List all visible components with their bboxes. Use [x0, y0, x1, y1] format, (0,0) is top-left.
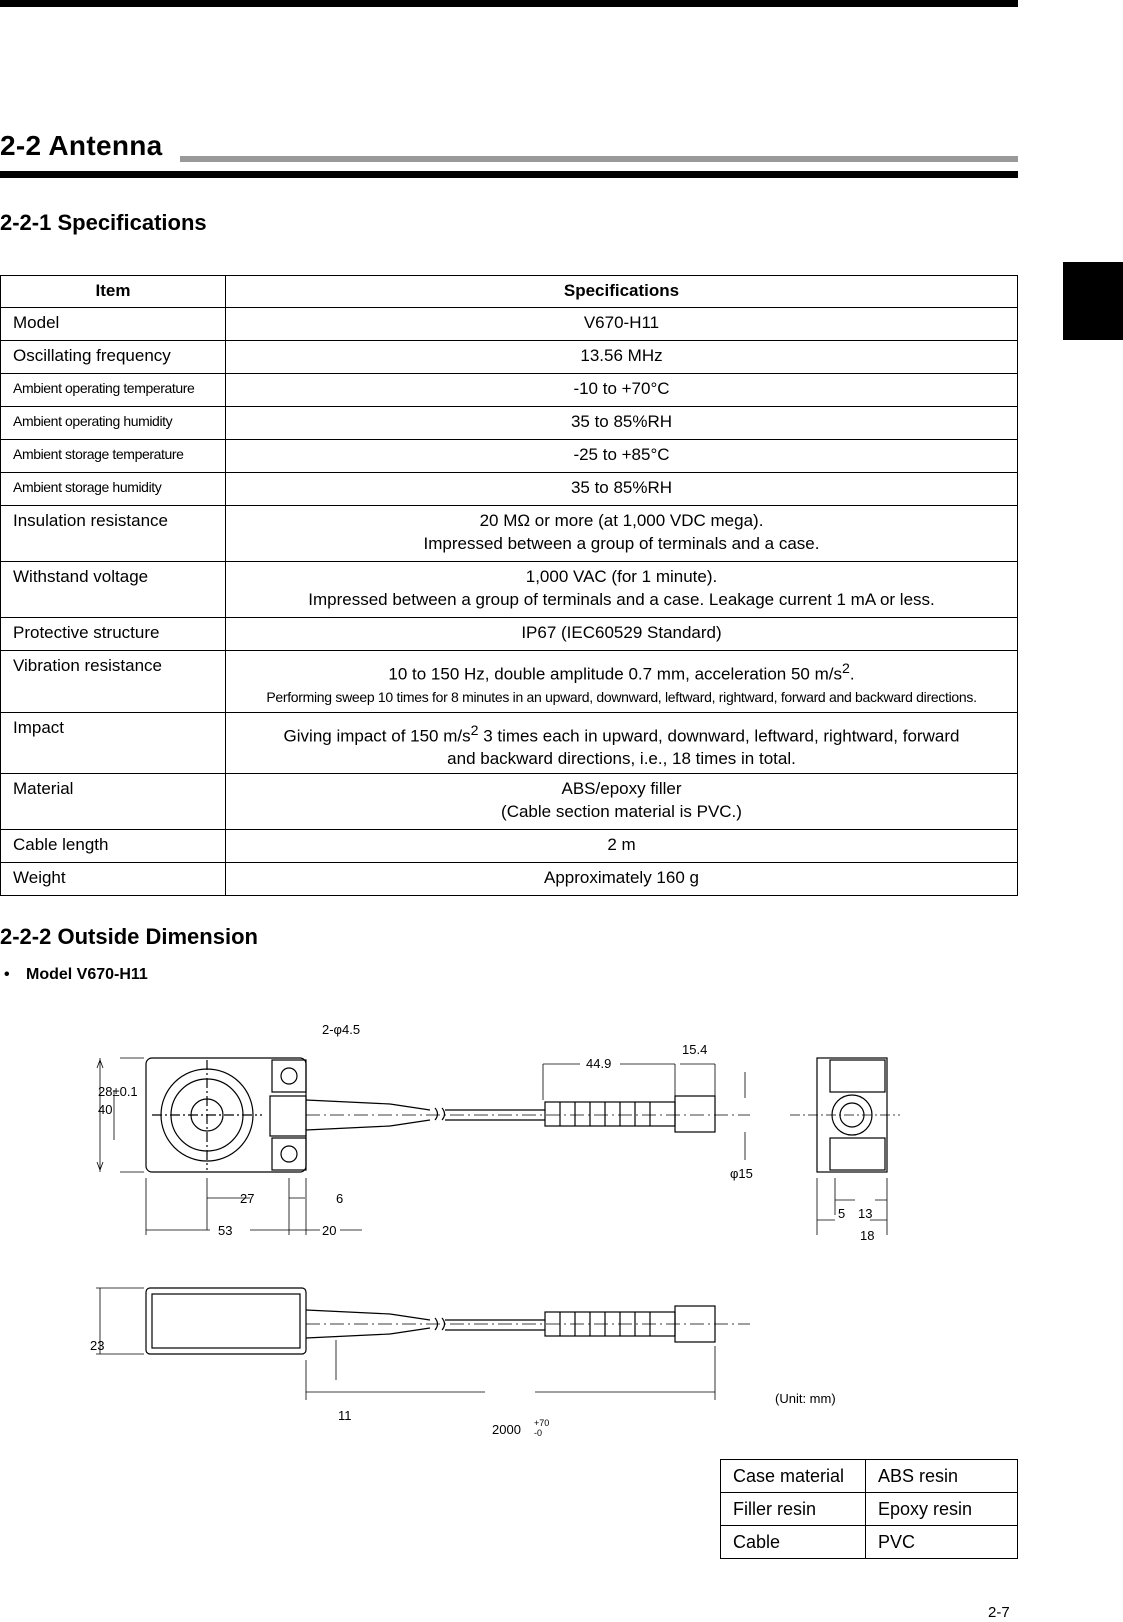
spec-superscript: 2 — [470, 722, 479, 739]
row-item: Impact — [1, 712, 226, 774]
label-d5: 5 — [838, 1206, 846, 1221]
spec-line: and backward directions, i.e., 18 times in total. — [447, 749, 796, 769]
dimension-lines — [96, 1058, 887, 1400]
antenna-body-side — [146, 1288, 306, 1354]
table-row — [1, 341, 1018, 374]
label-d44-9: 44.9 — [586, 1056, 612, 1071]
chapter-tab — [1063, 262, 1123, 340]
spec-text: 10 to 150 Hz, double amplitude 0.7 mm, acceleration 50 m/s — [388, 664, 842, 684]
table-row — [1, 712, 1018, 774]
material-part: Cable — [721, 1526, 866, 1559]
dim-end — [817, 1178, 887, 1235]
connector-ribs-top — [545, 1102, 675, 1126]
end-tab-top — [830, 1060, 885, 1092]
row-item: Oscillating frequency — [1, 341, 226, 374]
bullet-dot: • — [4, 966, 10, 983]
spec-line: ABS/epoxy filler — [561, 779, 682, 799]
spec-text: Giving impact of 150 m/s — [283, 726, 471, 746]
top-rule — [0, 0, 1018, 7]
spec-text: . — [849, 664, 855, 684]
table-row — [1, 506, 1018, 562]
label-d23: 23 — [90, 1338, 105, 1353]
row-spec: 2 m — [226, 830, 1018, 863]
label-d27: 27 — [240, 1191, 255, 1206]
dimension-heading: 2-2-2 Outside Dimension — [0, 924, 258, 949]
table-row — [721, 1460, 1018, 1493]
mount-hole-bottom — [281, 1146, 297, 1162]
spec-line: 20 MΩ or more (at 1,000 VDC mega). — [479, 511, 764, 530]
spec-table — [0, 275, 1018, 896]
table-row — [1, 618, 1018, 651]
label-tol-minus: -0 — [534, 1428, 543, 1438]
dimension-drawing — [90, 1020, 950, 1450]
table-row — [721, 1493, 1018, 1526]
header-item: Item — [1, 276, 226, 308]
label-d28: 28±0.1 — [98, 1084, 138, 1099]
row-spec: -25 to +85°C — [226, 440, 1018, 473]
row-spec: 13.56 MHz — [226, 341, 1018, 374]
spec-line: 1,000 VAC (for 1 minute). — [525, 567, 718, 586]
row-item: Ambient storage humidity — [1, 473, 226, 506]
side-inner — [152, 1294, 300, 1348]
row-spec: 35 to 85%RH — [226, 407, 1018, 440]
label-d2000: 2000 — [492, 1422, 521, 1437]
dim-44-15 — [543, 1064, 715, 1100]
table-row — [1, 407, 1018, 440]
row-spec — [226, 651, 1018, 713]
row-item: Insulation resistance — [1, 506, 226, 562]
rib-lines-top — [560, 1102, 650, 1126]
header-spec: Specifications — [226, 276, 1018, 308]
spec-line: Impressed between a group of terminals and a case. — [423, 534, 820, 553]
table-row — [1, 440, 1018, 473]
label-d13: 13 — [858, 1206, 873, 1221]
end-view — [790, 1058, 900, 1172]
material-value: Epoxy resin — [866, 1493, 1018, 1526]
row-spec: 35 to 85%RH — [226, 473, 1018, 506]
section-rule-black — [0, 171, 1018, 178]
row-spec — [226, 774, 1018, 830]
label-d11: 11 — [338, 1408, 352, 1423]
label-d53: 53 — [218, 1223, 233, 1238]
row-item: Withstand voltage — [1, 562, 226, 618]
row-spec — [226, 712, 1018, 774]
row-item: Ambient storage temperature — [1, 440, 226, 473]
row-spec: IP67 (IEC60529 Standard) — [226, 618, 1018, 651]
spec-line: (Cable section material is PVC.) — [501, 802, 742, 822]
row-item: Protective structure — [1, 618, 226, 651]
label-d6: 6 — [336, 1191, 344, 1206]
label-d18: 18 — [860, 1228, 875, 1243]
spec-line — [226, 654, 1017, 686]
row-item: Cable length — [1, 830, 226, 863]
mount-tab-bottom — [272, 1138, 306, 1170]
row-item: Vibration resistance — [1, 651, 226, 713]
model-label: Model V670-H11 — [26, 966, 148, 983]
cable-break-top — [435, 1108, 445, 1120]
row-item: Material — [1, 774, 226, 830]
mount-hole-top — [281, 1068, 297, 1084]
row-spec — [226, 562, 1018, 618]
table-row — [1, 374, 1018, 407]
connector-head-top — [675, 1096, 715, 1132]
material-value: ABS resin — [866, 1460, 1018, 1493]
model-bullet — [0, 966, 148, 984]
label-phi15: φ15 — [730, 1166, 753, 1181]
materials-table — [720, 1459, 1018, 1559]
material-value: PVC — [866, 1526, 1018, 1559]
row-item: Model — [1, 308, 226, 341]
material-part: Filler resin — [721, 1493, 866, 1526]
table-row — [1, 562, 1018, 618]
end-tab-bottom — [830, 1138, 885, 1170]
mount-tab-top — [272, 1060, 306, 1092]
row-spec: V670-H11 — [226, 308, 1018, 341]
table-row — [1, 651, 1018, 713]
spec-line: Performing sweep 10 times for 8 minutes in an upward, downward, leftward, rightward, forward and backward directions. — [266, 688, 977, 705]
spec-superscript: 2 — [841, 661, 850, 677]
label-d20: 20 — [322, 1223, 337, 1238]
row-spec: -10 to +70°C — [226, 374, 1018, 407]
spec-text: 3 times each in upward, downward, leftward, rightward, forward — [478, 726, 960, 746]
table-row — [1, 473, 1018, 506]
spec-line — [226, 716, 1017, 748]
label-tol-plus: +70 — [534, 1418, 550, 1428]
side-view — [146, 1288, 750, 1354]
top-view — [146, 1058, 750, 1172]
row-item: Weight — [1, 863, 226, 896]
cable-exit — [270, 1096, 306, 1136]
label-unit: (Unit: mm) — [775, 1391, 836, 1406]
section-rule-gray — [180, 156, 1018, 162]
table-row — [1, 830, 1018, 863]
spec-heading: 2-2-1 Specifications — [0, 210, 207, 235]
section-title: 2-2 Antenna — [0, 130, 163, 161]
material-part: Case material — [721, 1460, 866, 1493]
row-spec — [226, 506, 1018, 562]
label-d40: 40 — [98, 1102, 113, 1117]
cable-side-mid — [445, 1320, 545, 1330]
row-spec: Approximately 160 g — [226, 863, 1018, 896]
row-item: Ambient operating humidity — [1, 407, 226, 440]
label-d15-4: 15.4 — [682, 1042, 708, 1057]
table-row — [721, 1526, 1018, 1559]
dim-11-2000 — [306, 1340, 715, 1400]
label-holes: 2-φ4.5 — [322, 1022, 361, 1037]
table-row — [1, 774, 1018, 830]
table-row — [1, 863, 1018, 896]
table-row — [1, 308, 1018, 341]
row-item: Ambient operating temperature — [1, 374, 226, 407]
page-number: 2-7 — [988, 1604, 1010, 1621]
spec-line: Impressed between a group of terminals and a case. Leakage current 1 mA or less. — [308, 590, 935, 609]
